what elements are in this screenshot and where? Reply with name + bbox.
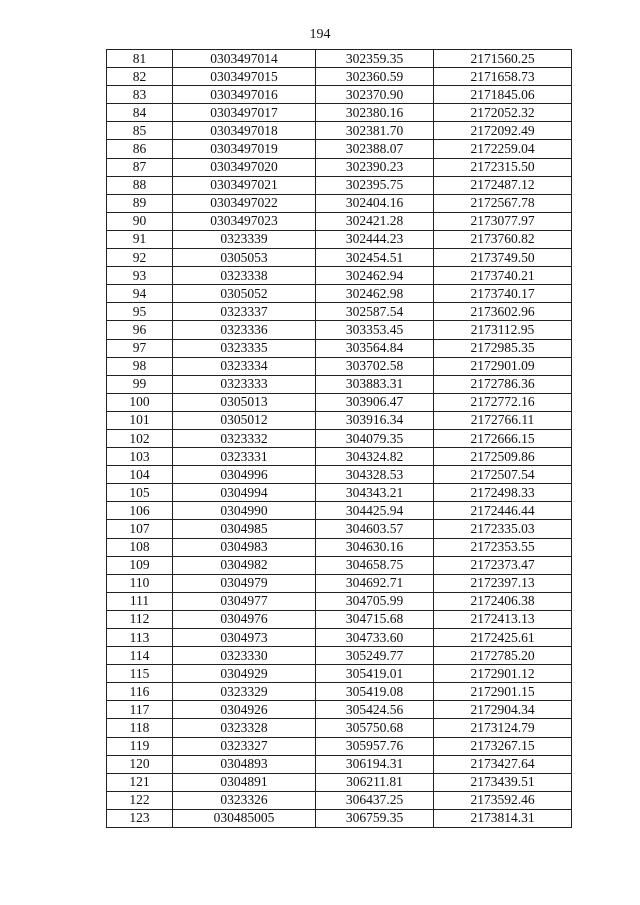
point-id-cell: 030485005 [173, 809, 316, 827]
row-index-cell: 107 [107, 520, 173, 538]
y-coordinate-cell: 2172901.09 [434, 357, 572, 375]
table-row [107, 737, 572, 755]
x-coordinate-cell: 304328.53 [316, 466, 434, 484]
row-index-cell: 101 [107, 411, 173, 429]
point-id-cell: 0304926 [173, 701, 316, 719]
y-coordinate-cell: 2172052.32 [434, 104, 572, 122]
x-coordinate-cell: 302462.94 [316, 267, 434, 285]
x-coordinate-cell: 304705.99 [316, 592, 434, 610]
point-id-cell: 0323339 [173, 230, 316, 248]
row-index-cell: 120 [107, 755, 173, 773]
y-coordinate-cell: 2172786.36 [434, 375, 572, 393]
y-coordinate-cell: 2172766.11 [434, 411, 572, 429]
table-row [107, 230, 572, 248]
table-row [107, 592, 572, 610]
row-index-cell: 89 [107, 194, 173, 212]
row-index-cell: 87 [107, 158, 173, 176]
point-id-cell: 0303497018 [173, 122, 316, 140]
point-id-cell: 0323330 [173, 647, 316, 665]
table-row [107, 773, 572, 791]
table-row [107, 719, 572, 737]
point-id-cell: 0323337 [173, 303, 316, 321]
x-coordinate-cell: 302587.54 [316, 303, 434, 321]
x-coordinate-cell: 304343.21 [316, 484, 434, 502]
table-row [107, 176, 572, 194]
table-row [107, 321, 572, 339]
table-row [107, 50, 572, 68]
row-index-cell: 115 [107, 665, 173, 683]
table-row [107, 411, 572, 429]
table-row [107, 357, 572, 375]
point-id-cell: 0303497019 [173, 140, 316, 158]
table-row [107, 809, 572, 827]
x-coordinate-cell: 306211.81 [316, 773, 434, 791]
point-id-cell: 0304990 [173, 502, 316, 520]
row-index-cell: 105 [107, 484, 173, 502]
point-id-cell: 0305013 [173, 393, 316, 411]
page-number: 194 [309, 27, 331, 42]
point-id-cell: 0303497016 [173, 86, 316, 104]
table-row [107, 122, 572, 140]
point-id-cell: 0304983 [173, 538, 316, 556]
x-coordinate-cell: 304630.16 [316, 538, 434, 556]
row-index-cell: 83 [107, 86, 173, 104]
point-id-cell: 0304891 [173, 773, 316, 791]
row-index-cell: 84 [107, 104, 173, 122]
y-coordinate-cell: 2173439.51 [434, 773, 572, 791]
row-index-cell: 122 [107, 791, 173, 809]
x-coordinate-cell: 302359.35 [316, 50, 434, 68]
table-row [107, 68, 572, 86]
row-index-cell: 88 [107, 176, 173, 194]
y-coordinate-cell: 2173124.79 [434, 719, 572, 737]
x-coordinate-cell: 302388.07 [316, 140, 434, 158]
x-coordinate-cell: 302395.75 [316, 176, 434, 194]
row-index-cell: 108 [107, 538, 173, 556]
row-index-cell: 82 [107, 68, 173, 86]
table-row [107, 574, 572, 592]
table-row [107, 339, 572, 357]
point-id-cell: 0304982 [173, 556, 316, 574]
row-index-cell: 119 [107, 737, 173, 755]
x-coordinate-cell: 303353.45 [316, 321, 434, 339]
table-row [107, 104, 572, 122]
point-id-cell: 0304977 [173, 592, 316, 610]
table-row [107, 791, 572, 809]
point-id-cell: 0323338 [173, 267, 316, 285]
y-coordinate-cell: 2172406.38 [434, 592, 572, 610]
row-index-cell: 111 [107, 592, 173, 610]
x-coordinate-cell: 304324.82 [316, 448, 434, 466]
row-index-cell: 94 [107, 285, 173, 303]
x-coordinate-cell: 304692.71 [316, 574, 434, 592]
table-row [107, 755, 572, 773]
point-id-cell: 0304973 [173, 629, 316, 647]
y-coordinate-cell: 2173267.15 [434, 737, 572, 755]
y-coordinate-cell: 2172092.49 [434, 122, 572, 140]
table-row [107, 665, 572, 683]
coordinates-table [106, 49, 572, 828]
y-coordinate-cell: 2173760.82 [434, 230, 572, 248]
y-coordinate-cell: 2172785.20 [434, 647, 572, 665]
point-id-cell: 0323329 [173, 683, 316, 701]
row-index-cell: 99 [107, 375, 173, 393]
x-coordinate-cell: 305957.76 [316, 737, 434, 755]
row-index-cell: 95 [107, 303, 173, 321]
y-coordinate-cell: 2173077.97 [434, 212, 572, 230]
x-coordinate-cell: 304425.94 [316, 502, 434, 520]
table-row [107, 683, 572, 701]
x-coordinate-cell: 305750.68 [316, 719, 434, 737]
y-coordinate-cell: 2172315.50 [434, 158, 572, 176]
point-id-cell: 0323334 [173, 357, 316, 375]
point-id-cell: 0304929 [173, 665, 316, 683]
x-coordinate-cell: 302421.28 [316, 212, 434, 230]
point-id-cell: 0303497020 [173, 158, 316, 176]
point-id-cell: 0304985 [173, 520, 316, 538]
table-row [107, 212, 572, 230]
point-id-cell: 0305052 [173, 285, 316, 303]
x-coordinate-cell: 305424.56 [316, 701, 434, 719]
y-coordinate-cell: 2172567.78 [434, 194, 572, 212]
y-coordinate-cell: 2172397.13 [434, 574, 572, 592]
table-row [107, 393, 572, 411]
point-id-cell: 0323327 [173, 737, 316, 755]
table-row [107, 285, 572, 303]
y-coordinate-cell: 2173602.96 [434, 303, 572, 321]
point-id-cell: 0305012 [173, 411, 316, 429]
point-id-cell: 0304996 [173, 466, 316, 484]
x-coordinate-cell: 304603.57 [316, 520, 434, 538]
point-id-cell: 0304994 [173, 484, 316, 502]
x-coordinate-cell: 302370.90 [316, 86, 434, 104]
y-coordinate-cell: 2172446.44 [434, 502, 572, 520]
y-coordinate-cell: 2172985.35 [434, 339, 572, 357]
y-coordinate-cell: 2172498.33 [434, 484, 572, 502]
table-row [107, 610, 572, 628]
table-row [107, 448, 572, 466]
y-coordinate-cell: 2172904.34 [434, 701, 572, 719]
row-index-cell: 91 [107, 230, 173, 248]
y-coordinate-cell: 2171658.73 [434, 68, 572, 86]
y-coordinate-cell: 2172259.04 [434, 140, 572, 158]
row-index-cell: 92 [107, 249, 173, 267]
x-coordinate-cell: 302381.70 [316, 122, 434, 140]
point-id-cell: 0323331 [173, 448, 316, 466]
x-coordinate-cell: 306194.31 [316, 755, 434, 773]
point-id-cell: 0303497017 [173, 104, 316, 122]
row-index-cell: 121 [107, 773, 173, 791]
row-index-cell: 123 [107, 809, 173, 827]
table-row [107, 194, 572, 212]
row-index-cell: 81 [107, 50, 173, 68]
row-index-cell: 103 [107, 448, 173, 466]
y-coordinate-cell: 2173740.21 [434, 267, 572, 285]
x-coordinate-cell: 304658.75 [316, 556, 434, 574]
point-id-cell: 0323328 [173, 719, 316, 737]
y-coordinate-cell: 2172335.03 [434, 520, 572, 538]
row-index-cell: 93 [107, 267, 173, 285]
row-index-cell: 116 [107, 683, 173, 701]
table-row [107, 502, 572, 520]
point-id-cell: 0304976 [173, 610, 316, 628]
row-index-cell: 98 [107, 357, 173, 375]
y-coordinate-cell: 2172509.86 [434, 448, 572, 466]
row-index-cell: 85 [107, 122, 173, 140]
row-index-cell: 110 [107, 574, 173, 592]
row-index-cell: 96 [107, 321, 173, 339]
x-coordinate-cell: 305419.01 [316, 665, 434, 683]
table-body [107, 50, 572, 828]
x-coordinate-cell: 303883.31 [316, 375, 434, 393]
table-row [107, 466, 572, 484]
y-coordinate-cell: 2173427.64 [434, 755, 572, 773]
point-id-cell: 0303497014 [173, 50, 316, 68]
row-index-cell: 114 [107, 647, 173, 665]
point-id-cell: 0303497015 [173, 68, 316, 86]
row-index-cell: 102 [107, 429, 173, 447]
x-coordinate-cell: 302380.16 [316, 104, 434, 122]
table-row [107, 556, 572, 574]
x-coordinate-cell: 306759.35 [316, 809, 434, 827]
table-row [107, 140, 572, 158]
row-index-cell: 90 [107, 212, 173, 230]
x-coordinate-cell: 304079.35 [316, 429, 434, 447]
row-index-cell: 118 [107, 719, 173, 737]
y-coordinate-cell: 2172901.12 [434, 665, 572, 683]
x-coordinate-cell: 306437.25 [316, 791, 434, 809]
table-row [107, 484, 572, 502]
table-row [107, 249, 572, 267]
y-coordinate-cell: 2172425.61 [434, 629, 572, 647]
y-coordinate-cell: 2173740.17 [434, 285, 572, 303]
x-coordinate-cell: 305249.77 [316, 647, 434, 665]
table-row [107, 538, 572, 556]
point-id-cell: 0323332 [173, 429, 316, 447]
table-row [107, 429, 572, 447]
y-coordinate-cell: 2171845.06 [434, 86, 572, 104]
x-coordinate-cell: 302462.98 [316, 285, 434, 303]
point-id-cell: 0303497022 [173, 194, 316, 212]
point-id-cell: 0323335 [173, 339, 316, 357]
row-index-cell: 104 [107, 466, 173, 484]
y-coordinate-cell: 2172413.13 [434, 610, 572, 628]
x-coordinate-cell: 303916.34 [316, 411, 434, 429]
y-coordinate-cell: 2171560.25 [434, 50, 572, 68]
point-id-cell: 0323333 [173, 375, 316, 393]
table-row [107, 267, 572, 285]
point-id-cell: 0305053 [173, 249, 316, 267]
row-index-cell: 109 [107, 556, 173, 574]
point-id-cell: 0303497021 [173, 176, 316, 194]
table-row [107, 701, 572, 719]
y-coordinate-cell: 2172772.16 [434, 393, 572, 411]
row-index-cell: 106 [107, 502, 173, 520]
x-coordinate-cell: 305419.08 [316, 683, 434, 701]
row-index-cell: 97 [107, 339, 173, 357]
x-coordinate-cell: 302390.23 [316, 158, 434, 176]
y-coordinate-cell: 2172487.12 [434, 176, 572, 194]
y-coordinate-cell: 2173112.95 [434, 321, 572, 339]
x-coordinate-cell: 303906.47 [316, 393, 434, 411]
x-coordinate-cell: 303702.58 [316, 357, 434, 375]
x-coordinate-cell: 302404.16 [316, 194, 434, 212]
x-coordinate-cell: 304715.68 [316, 610, 434, 628]
y-coordinate-cell: 2172373.47 [434, 556, 572, 574]
row-index-cell: 117 [107, 701, 173, 719]
table-row [107, 303, 572, 321]
y-coordinate-cell: 2173814.31 [434, 809, 572, 827]
y-coordinate-cell: 2172666.15 [434, 429, 572, 447]
point-id-cell: 0304893 [173, 755, 316, 773]
y-coordinate-cell: 2172507.54 [434, 466, 572, 484]
row-index-cell: 113 [107, 629, 173, 647]
x-coordinate-cell: 302444.23 [316, 230, 434, 248]
row-index-cell: 86 [107, 140, 173, 158]
point-id-cell: 0303497023 [173, 212, 316, 230]
y-coordinate-cell: 2172353.55 [434, 538, 572, 556]
y-coordinate-cell: 2173592.46 [434, 791, 572, 809]
y-coordinate-cell: 2173749.50 [434, 249, 572, 267]
y-coordinate-cell: 2172901.15 [434, 683, 572, 701]
x-coordinate-cell: 302454.51 [316, 249, 434, 267]
row-index-cell: 100 [107, 393, 173, 411]
x-coordinate-cell: 302360.59 [316, 68, 434, 86]
point-id-cell: 0323336 [173, 321, 316, 339]
row-index-cell: 112 [107, 610, 173, 628]
point-id-cell: 0323326 [173, 791, 316, 809]
table-row [107, 520, 572, 538]
x-coordinate-cell: 303564.84 [316, 339, 434, 357]
table-row [107, 86, 572, 104]
x-coordinate-cell: 304733.60 [316, 629, 434, 647]
table-row [107, 375, 572, 393]
table-row [107, 629, 572, 647]
table-row [107, 647, 572, 665]
table-row [107, 158, 572, 176]
point-id-cell: 0304979 [173, 574, 316, 592]
